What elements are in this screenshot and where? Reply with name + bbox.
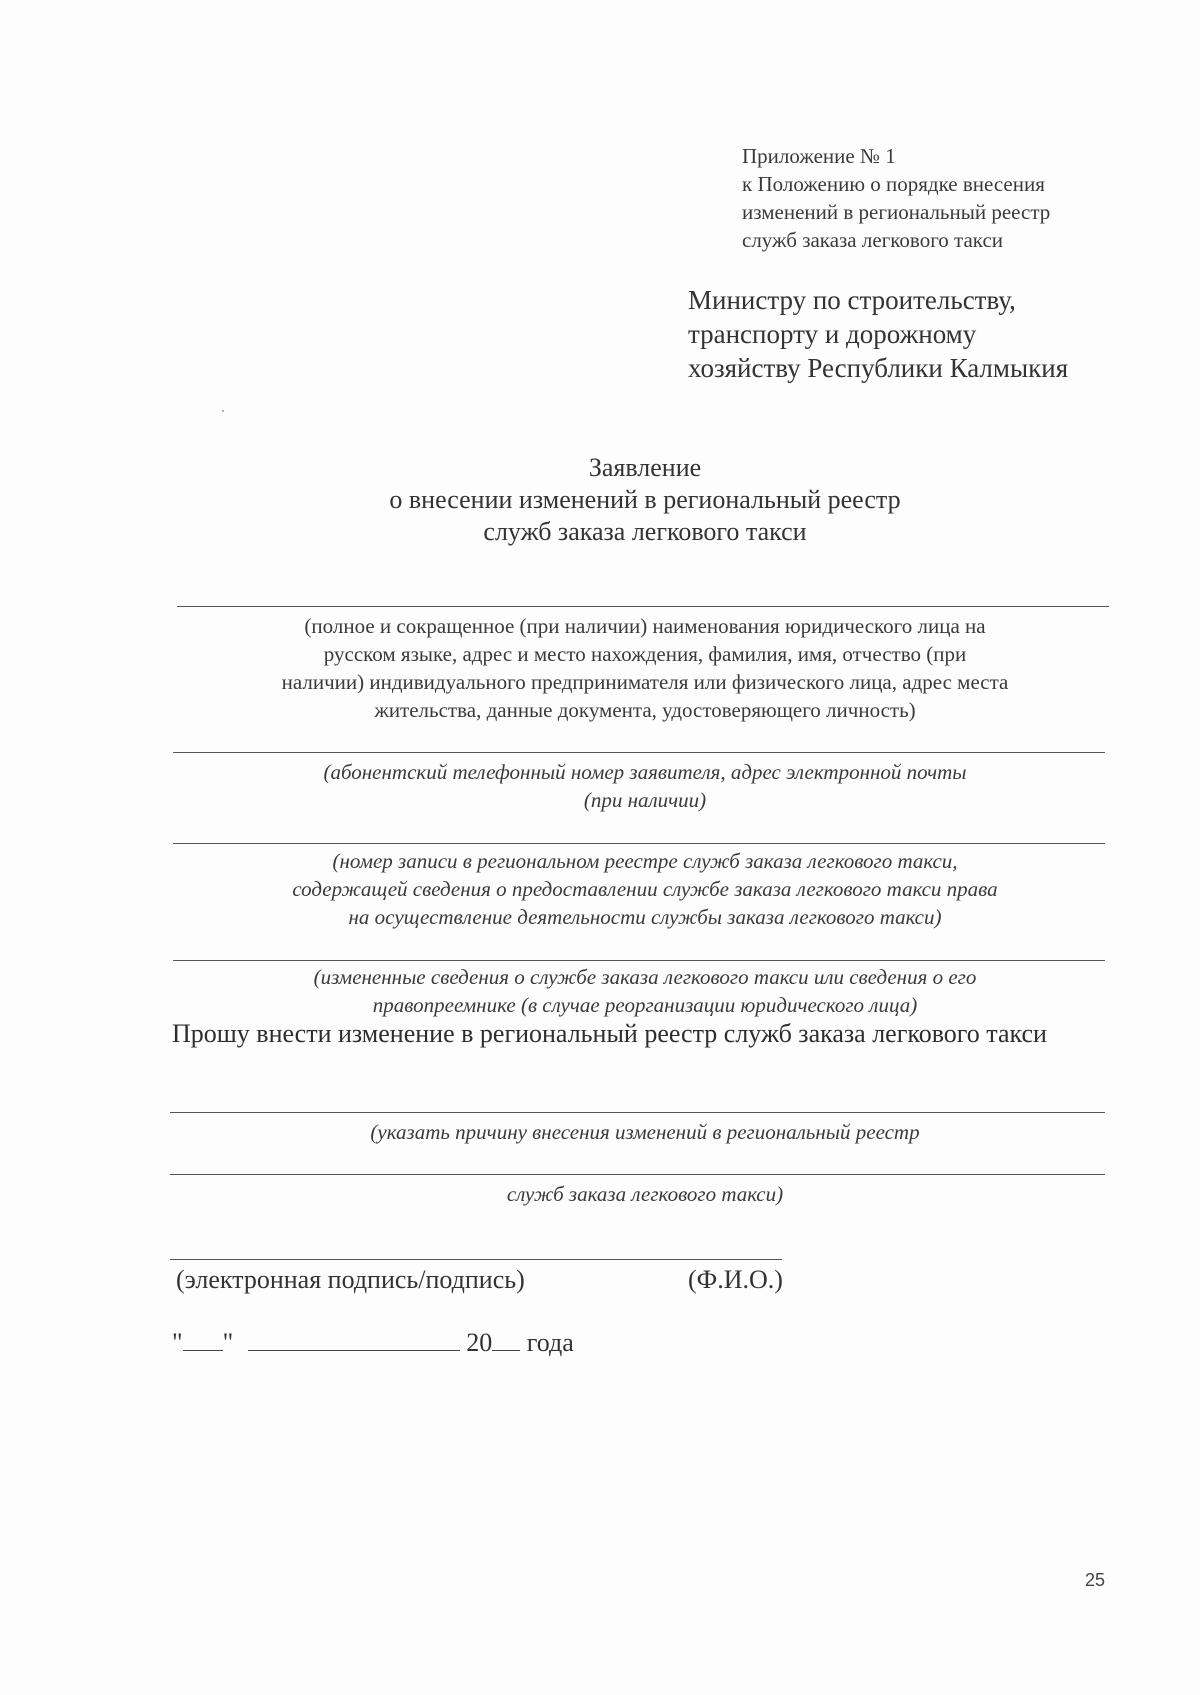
- page-number: 25: [1085, 1570, 1106, 1590]
- caption-line: русском языке, адрес и место нахождения, фамилия, имя, отчество (при: [323, 642, 967, 666]
- name-label: (Ф.И.О.): [688, 1265, 783, 1294]
- reason-caption-2: служб заказа легкового такси): [506, 1182, 784, 1206]
- date-row: [172, 1326, 574, 1359]
- caption-line: (номер записи в региональном реестре служб заказа легкового такси,: [332, 849, 958, 873]
- changes-caption: [170, 963, 1120, 1019]
- contact-fill-line[interactable]: [173, 752, 1105, 753]
- caption-line: (измененные сведения о службе заказа легкового такси или сведения о его: [313, 965, 977, 989]
- title-line: Заявление: [588, 453, 702, 482]
- year-suffix: года: [526, 1328, 574, 1357]
- caption-line: содержащей сведения о предоставлении службе заказа легкового такси права: [292, 877, 998, 901]
- title-line: о внесении изменений в региональный реестр: [389, 485, 901, 514]
- addressee-line: Министру по строительству,: [688, 285, 1016, 315]
- year-prefix: 20: [466, 1328, 493, 1357]
- date-open-quote: ": [172, 1328, 183, 1357]
- reason-fill-line-2[interactable]: [170, 1174, 1105, 1175]
- record-fill-line[interactable]: [173, 843, 1105, 844]
- day-blank[interactable]: [183, 1326, 223, 1351]
- appendix-line: служб заказа легкового такси: [742, 228, 1004, 252]
- scan-speck: [222, 410, 224, 412]
- date-close-quote: ": [222, 1328, 234, 1357]
- changes-fill-line[interactable]: [173, 960, 1105, 961]
- signature-label: (электронная подпись/подпись): [176, 1265, 525, 1294]
- document-title: [170, 452, 1120, 548]
- signature-fill-line[interactable]: [170, 1259, 782, 1260]
- caption-line: правопреемнике (в случае реорганизации юридического лица): [372, 993, 918, 1017]
- title-line: служб заказа легкового такси: [483, 517, 807, 546]
- caption-line: (абонентский телефонный номер заявителя, адрес электронной почты: [323, 760, 967, 784]
- contact-caption: [170, 758, 1120, 814]
- caption-line: на осуществление деятельности службы заказа легкового такси): [348, 905, 942, 929]
- caption-line: (при наличии): [583, 788, 707, 812]
- request-text: Прошу внести изменение в региональный реестр служб заказа легкового такси: [172, 1019, 1047, 1048]
- addressee: [688, 283, 1068, 385]
- appendix-header: [742, 142, 1050, 254]
- caption-line: жительства, данные документа, удостоверяющего личность): [374, 698, 916, 722]
- addressee-line: транспорту и дорожному: [688, 319, 977, 349]
- reason-fill-line-1[interactable]: [170, 1112, 1105, 1113]
- appendix-line: изменений в региональный реестр: [742, 200, 1051, 224]
- applicant-fill-line[interactable]: [177, 606, 1109, 607]
- month-blank[interactable]: [248, 1326, 460, 1351]
- appendix-line: Приложение № 1: [742, 144, 896, 168]
- caption-line: (полное и сокращенное (при наличии) наименования юридического лица на: [304, 614, 986, 638]
- caption-line: наличии) индивидуального предпринимателя или физического лица, адрес места: [281, 670, 1009, 694]
- reason-caption-1: (указать причину внесения изменений в региональный реестр: [370, 1120, 920, 1144]
- applicant-caption: [170, 612, 1120, 724]
- appendix-line: к Положению о порядке внесения: [742, 172, 1045, 196]
- record-caption: [170, 847, 1120, 931]
- addressee-line: хозяйству Республики Калмыкия: [688, 353, 1069, 383]
- year-blank[interactable]: [492, 1326, 520, 1351]
